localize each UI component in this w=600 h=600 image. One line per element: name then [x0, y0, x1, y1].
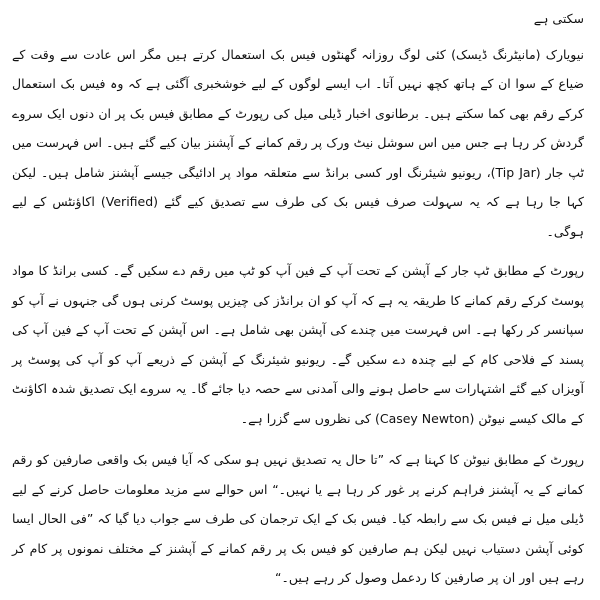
article-paragraph-facebook-earning: نیویارک (مانیٹرنگ ڈیسک) کئی لوگ روزانہ گھنٹوں فیس بک استعمال کرتے ہیں مگر اس عادت سے وقت کے ضیاع کے سوا ان کے ہاتھ کچھ نہیں آتا۔ اب ایسے لوگوں کے لیے خوشخبری آگئی ہے کہ وہ فیس بک استعمال کرکے رقم بھی کما سکتے ہیں۔ برطانوی اخبار ڈیلی میل کی رپورٹ کے مطابق فیس بک پر ان دنوں ایک سروے گردش کر رہا ہے جس میں اس سوشل نیٹ ورک پر رقم کمانے کے آپشنز بیان کیے گئے ہیں۔ اس فہرست میں ٹپ جار (Tip Jar)، ریونیو شیئرنگ اور کسی برانڈ سے متعلقہ مواد پر ادائیگی جیسے آپشنز شامل ہیں۔ لیکن کہا جا رہا ہے کہ یہ سہولت صرف فیس بک کی طرف سے تصدیق کیے گئے (Verified) اکاؤنٹس کے لیے ہوگی۔ — [12, 46, 584, 239]
article-paragraph-tip-jar-options: رپورٹ کے مطابق ٹپ جار کے آپشن کے تحت آپ کے فین آپ کو ٹپ میں رقم دے سکیں گے۔ کسی برانڈ کا مواد پوسٹ کرکے رقم کمانے کا طریقہ یہ ہے کہ آپ کو ان برانڈز کی چیزیں پوسٹ کرنی ہوں گی جنہوں نے آپ کو سپانسر کر رکھا ہے۔ اس فہرست میں چندے کی آپشن بھی شامل ہے۔ اس آپشن کے تحت آپ کے فین آپ کی پسند کے فلاحی کام کے لیے چندہ دے سکیں گے۔ ریونیو شیئرنگ کے آپشن کے ذریعے آپ کو آپ کی پوسٹ پر آویزاں کیے گئے اشتہارات سے حاصل ہونے والی آمدنی سے حصہ دیا جائے گا۔ یہ سروے ایک تصدیق شدہ اکاؤنٹ کے مالک کیسے نیوٹن (Casey Newton) کی نظروں سے گزرا ہے۔ — [12, 263, 584, 426]
article-paragraph-spokesperson: رپورٹ کے مطابق نیوٹن کا کہنا ہے کہ ”تا حال یہ تصدیق نہیں ہو سکی کہ آیا فیس بک واقعی صارفین کو رقم کمانے کے یہ آپشنز فراہم کرنے پر غور کر رہا ہے یا نہیں۔“ اس حوالے سے مزید معلومات حاصل کرنے کے لیے ڈیلی میل نے فیس بک سے رابطہ کیا۔ فیس بک کے ایک ترجمان کی طرف سے جواب دیا گیا کہ ”فی الحال ایسا کوئی آپشن دستیاب نہیں لیکن ہم صارفین کو فیس بک پر رقم کمانے کے آپشنز کے مختلف نمونوں پر کام کر رہے ہیں اور ان پر صارفین کا ردعمل وصول کر رہے ہیں۔“ — [12, 452, 584, 585]
article-paragraph-intro-tail: سکتی ہے — [533, 11, 584, 26]
